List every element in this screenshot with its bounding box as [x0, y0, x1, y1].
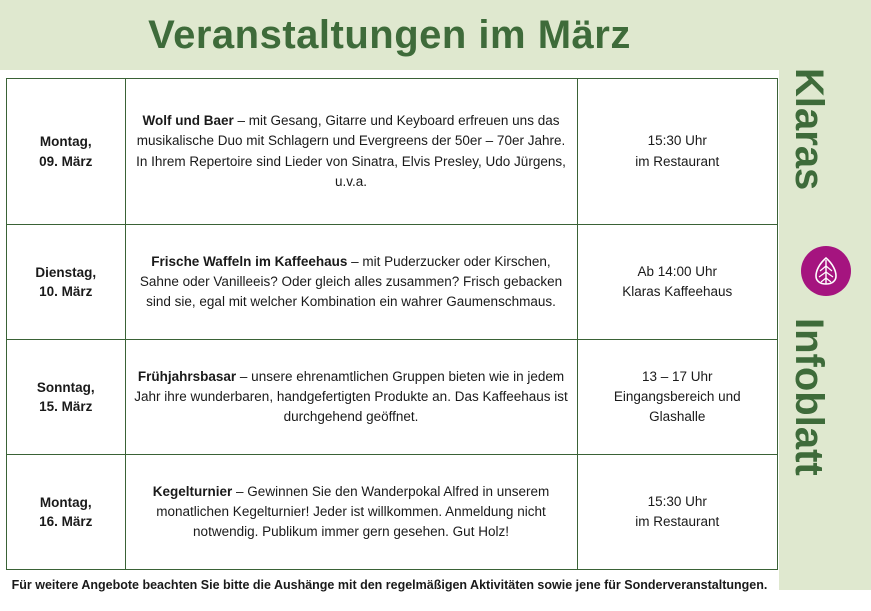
event-day-line1: Montag,: [39, 134, 92, 150]
sidebar-brand-band: [779, 0, 871, 590]
event-title: Frische Waffeln im Kaffeehaus: [151, 253, 348, 269]
event-day-line2: 10. März: [39, 284, 93, 300]
event-title: Kegelturnier: [152, 483, 233, 499]
event-time-line1: 15:30 Uhr: [647, 133, 707, 149]
event-day-line2: 15. März: [39, 399, 93, 415]
event-time: [577, 340, 777, 455]
event-time: [577, 79, 777, 225]
event-description: [125, 225, 577, 340]
event-time-line2: Eingangsbereich und Glashalle: [613, 389, 741, 425]
event-time-line1: 13 – 17 Uhr: [641, 368, 713, 384]
event-time-line2: im Restaurant: [635, 153, 720, 169]
event-text: – Gewinnen Sie den Wanderpokal Alfred in unserem monatlichen Kegelturnier! Jeder ist willkommen. Anmeldung nicht notwendig. Publikum immer gern gesehen. Gut Holz!: [156, 483, 550, 540]
event-title: Wolf und Baer: [142, 113, 234, 129]
event-day-line2: 09. März: [39, 153, 93, 169]
event-description: [125, 79, 577, 225]
event-time-line1: 15:30 Uhr: [647, 493, 707, 509]
event-day-line1: Sonntag,: [36, 379, 95, 395]
table-row: [7, 455, 777, 569]
header-banner: [0, 0, 779, 70]
event-day: [7, 340, 125, 455]
events-table: [6, 78, 778, 570]
klaras-leaf-logo-icon: [801, 246, 851, 296]
event-time: [577, 455, 777, 569]
event-description: [125, 340, 577, 455]
footer-note: Für weitere Angebote beachten Sie bitte die Aushänge mit den regelmäßigen Aktivitäten sowie jene für Sonderveranstaltungen.: [11, 578, 768, 592]
event-text: – mit Puderzucker oder Kirschen, Sahne oder Vanilleeis? Oder gleich alles zusammen? Frisch gebacken sind sie, egal mit welcher Kombination ein wahrer Gaumenschmaus.: [139, 253, 563, 310]
event-time: [577, 225, 777, 340]
event-day-line2: 16. März: [39, 514, 93, 530]
event-day: [7, 79, 125, 225]
event-day: [7, 225, 125, 340]
event-day: [7, 455, 125, 569]
event-description: [125, 455, 577, 569]
table-row: [7, 225, 777, 340]
table-row: [7, 79, 777, 225]
page-title: Veranstaltungen im März: [148, 12, 631, 57]
event-text: – unsere ehrenamtlichen Gruppen bieten wie in jedem Jahr ihre wunderbaren, handgefertigten Produkte an. Das Kaffeehaus ist durchgehend geöffnet.: [134, 368, 568, 425]
event-time-line1: Ab 14:00 Uhr: [637, 264, 718, 280]
event-text: – mit Gesang, Gitarre und Keyboard erfreuen uns das musikalische Duo mit Schlagern und Evergreens der 50er – 70er Jahre. In Ihrem Repertoire sind Lieder von Sinatra, Elvis Presley, Udo Jürgens, u.v.a.: [136, 113, 566, 189]
event-time-line2: im Restaurant: [635, 514, 720, 530]
event-title: Frühjahrsbasar: [137, 368, 237, 384]
event-day-line1: Montag,: [39, 494, 92, 510]
table-row: [7, 340, 777, 455]
event-time-line2: Klaras Kaffeehaus: [622, 284, 733, 300]
event-day-line1: Dienstag,: [35, 264, 97, 280]
brand-name-bottom: Infoblatt: [787, 318, 831, 476]
brand-name-top: Klaras: [787, 68, 831, 191]
